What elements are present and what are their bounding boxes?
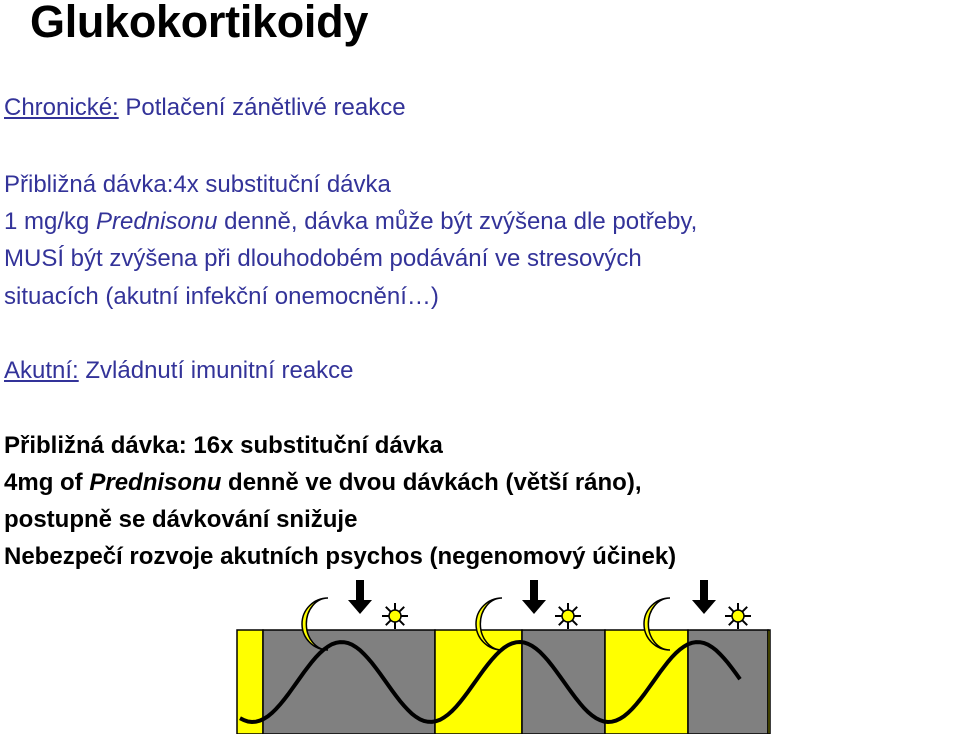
acute-warning-line: Nebezpečí rozvoje akutních psychos (negenomový účinek) (4, 543, 677, 570)
acute-desc-1c: denně ve dvou dávkách (větší ráno), (221, 469, 642, 496)
down-arrow-icon (522, 580, 546, 614)
chronic-desc-line-1 (4, 207, 697, 237)
chronic-desc-line-3: situacích (akutní infekční onemocnění…) (4, 283, 439, 310)
acute-dose-line: Přibližná dávka: 16x substituční dávka (4, 432, 443, 459)
chronic-heading-rest: Potlačení zánětlivé reakce (118, 94, 406, 121)
chronic-desc-1c: denně, dávka může být zvýšena dle potřeby, (217, 208, 698, 235)
night-segment (688, 630, 768, 734)
chronic-dose-line: Přibližná dávka:4x substituční dávka (4, 171, 391, 198)
sun-icon (382, 603, 408, 629)
acute-drug-name: Prednisonu (89, 469, 222, 496)
circadian-dosing-diagram (0, 570, 960, 734)
acute-desc-line-1 (4, 468, 642, 498)
page-title: Glukokortikoidy (30, 0, 369, 47)
chronic-heading-line (4, 93, 406, 123)
acute-desc-line-2: postupně se dávkování snižuje (4, 506, 358, 533)
sun-icon (725, 603, 751, 629)
acute-desc-1a: 4mg of (4, 469, 90, 496)
down-arrow-icon (348, 580, 372, 614)
acute-heading-rest: Zvládnutí imunitní reakce (78, 357, 354, 384)
chronic-heading: Chronické: (4, 94, 119, 121)
chronic-desc-line-2: MUSÍ být zvýšena při dlouhodobém podávání ve stresových (4, 245, 642, 272)
chronic-desc-1a: 1 mg/kg (4, 208, 97, 235)
day-segment (768, 630, 770, 734)
chronic-drug-name: Prednisonu (96, 208, 218, 235)
down-arrow-icon (692, 580, 716, 614)
acute-heading-line (4, 356, 354, 386)
night-segment (263, 630, 435, 734)
acute-heading: Akutní: (4, 357, 79, 384)
sun-icon (555, 603, 581, 629)
